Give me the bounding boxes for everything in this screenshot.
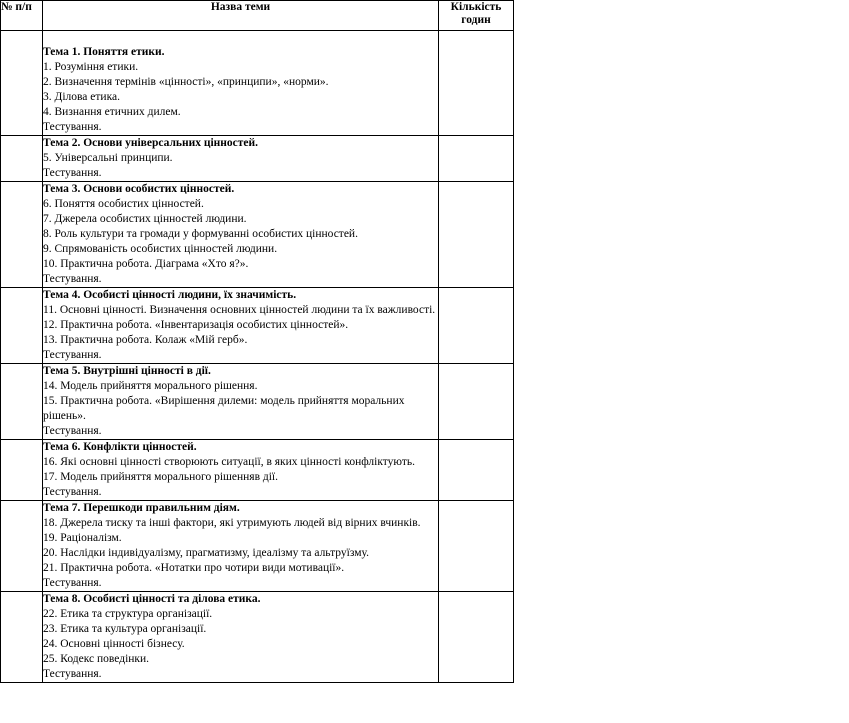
topic-item: 20. Наслідки індивідуалізму, прагматизму, ідеалізму та альтруїзму.: [43, 547, 369, 559]
topic-item: 23. Етика та культура організації.: [43, 623, 207, 635]
topic-assessment: Тестування.: [43, 167, 102, 179]
topic-item: 3. Ділова етика.: [43, 91, 120, 103]
table-row: [1, 136, 514, 182]
hours-cell: [439, 182, 514, 288]
topic-item: 17. Модель прийняття морального рішенняв дії.: [43, 471, 278, 483]
topic-assessment: Тестування.: [43, 121, 102, 133]
table-row: [1, 501, 514, 592]
topic-item: 5. Універсальні принципи.: [43, 152, 173, 164]
header-hours: Кількість годин: [439, 1, 514, 31]
topic-cell: [43, 288, 439, 364]
topic-item: 9. Спрямованість особистих цінностей людини.: [43, 243, 278, 255]
topic-title: Тема 4. Особисті цінності людини, їх значимість.: [43, 289, 297, 301]
hours-cell: [439, 288, 514, 364]
table-row: [1, 364, 514, 440]
topic-cell: [43, 592, 439, 683]
topic-assessment: Тестування.: [43, 577, 102, 589]
table-body: [1, 31, 514, 683]
topic-item: 2. Визначення термінів «цінності», «принципи», «норми».: [43, 76, 329, 88]
topic-cell: [43, 31, 439, 136]
topic-title: Тема 5. Внутрішні цінності в дії.: [43, 365, 211, 377]
number-cell: [1, 364, 43, 440]
table-row: [1, 592, 514, 683]
topic-item: 21. Практична робота. «Нотатки про чотири види мотивації».: [43, 562, 345, 574]
topic-item: 7. Джерела особистих цінностей людини.: [43, 213, 247, 225]
topic-item: 15. Практична робота. «Вирішення дилеми: модель прийняття моральних рішень».: [43, 395, 405, 422]
topic-assessment: Тестування.: [43, 349, 102, 361]
topic-title: Тема 2. Основи універсальних цінностей.: [43, 137, 259, 149]
hours-cell: [439, 364, 514, 440]
topic-item: 1. Розуміння етики.: [43, 61, 139, 73]
topic-item: 19. Раціоналізм.: [43, 532, 122, 544]
topic-item: 4. Визнання етичних дилем.: [43, 106, 181, 118]
topic-item: 8. Роль культури та громади у формуванні особистих цінностей.: [43, 228, 358, 240]
topic-item: 13. Практична робота. Колаж «Мій герб».: [43, 334, 248, 346]
topic-assessment: Тестування.: [43, 273, 102, 285]
number-cell: [1, 440, 43, 501]
hours-cell: [439, 501, 514, 592]
topic-item: 24. Основні цінності бізнесу.: [43, 638, 185, 650]
topic-item: 22. Етика та структура організації.: [43, 608, 213, 620]
topic-item: 10. Практична робота. Діаграма «Хто я?».: [43, 258, 249, 270]
topic-cell: [43, 136, 439, 182]
number-cell: [1, 288, 43, 364]
table-row: [1, 31, 514, 136]
hours-cell: [439, 592, 514, 683]
topic-item: 12. Практична робота. «Інвентаризація особистих цінностей».: [43, 319, 349, 331]
topic-item: 14. Модель прийняття морального рішення.: [43, 380, 258, 392]
table-row: [1, 182, 514, 288]
hours-cell: [439, 31, 514, 136]
topic-item: 6. Поняття особистих цінностей.: [43, 198, 204, 210]
number-cell: [1, 31, 43, 136]
hours-cell: [439, 440, 514, 501]
topic-item: 11. Основні цінності. Визначення основних цінностей людини та їх важливості.: [43, 304, 436, 316]
topic-cell: [43, 501, 439, 592]
topic-title: Тема 3. Основи особистих цінностей.: [43, 183, 235, 195]
table-header-row: [1, 1, 514, 31]
topic-item: 25. Кодекс поведінки.: [43, 653, 150, 665]
topic-title: Тема 8. Особисті цінності та ділова етика.: [43, 593, 261, 605]
header-topic-name: Назва теми: [43, 1, 439, 31]
number-cell: [1, 182, 43, 288]
header-number: № п/п: [1, 1, 43, 31]
topic-cell: [43, 182, 439, 288]
topic-assessment: Тестування.: [43, 668, 102, 680]
topic-cell: [43, 440, 439, 501]
topic-title: Тема 7. Перешкоди правильним діям.: [43, 502, 240, 514]
table-row: [1, 440, 514, 501]
topic-title: Тема 6. Конфлікти цінностей.: [43, 441, 197, 453]
topic-item: 16. Які основні цінності створюють ситуації, в яких цінності конфліктують.: [43, 456, 415, 468]
topic-cell: [43, 364, 439, 440]
topic-item: 18. Джерела тиску та інші фактори, які утримують людей від вірних вчинків.: [43, 517, 421, 529]
topic-assessment: Тестування.: [43, 486, 102, 498]
number-cell: [1, 501, 43, 592]
topic-title: Тема 1. Поняття етики.: [43, 46, 165, 58]
table-row: [1, 288, 514, 364]
topic-assessment: Тестування.: [43, 425, 102, 437]
number-cell: [1, 592, 43, 683]
hours-cell: [439, 136, 514, 182]
number-cell: [1, 136, 43, 182]
